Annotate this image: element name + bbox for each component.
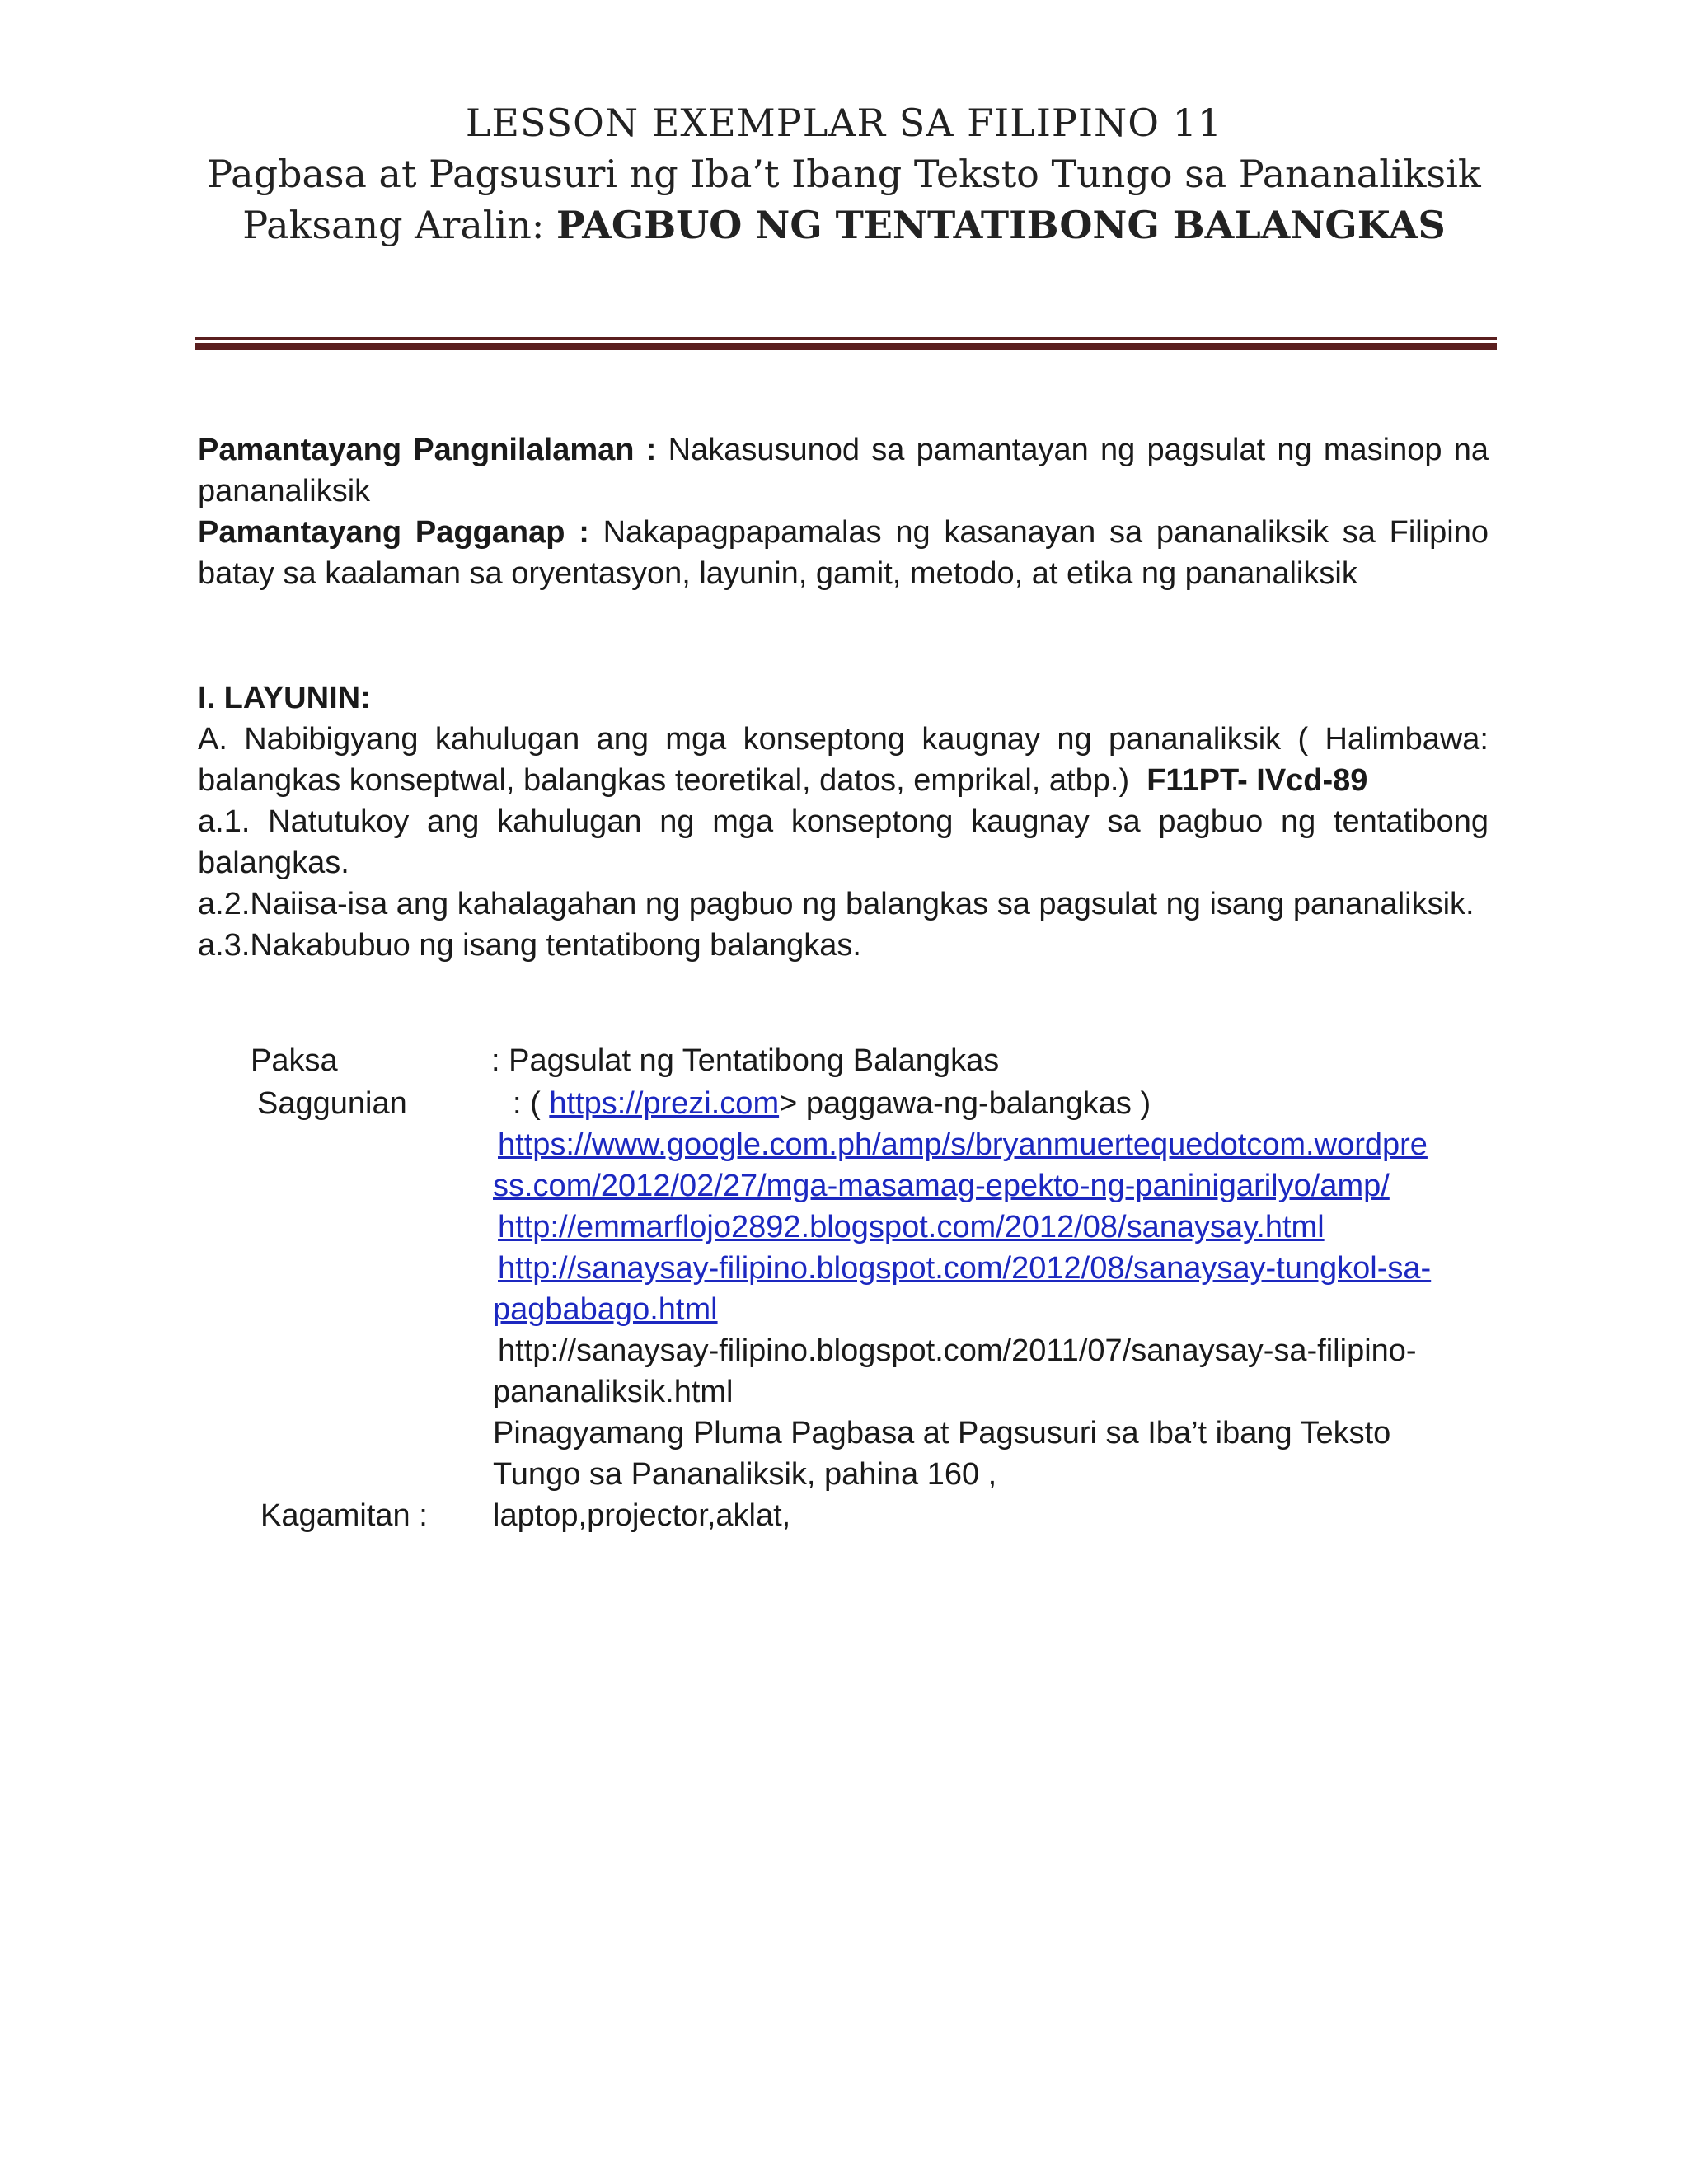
reference-6-line-1: Pinagyamang Pluma Pagbasa at Pagsusuri sa Iba’t ibang Teksto <box>493 1416 1391 1451</box>
reference-2-link-b[interactable]: ss.com/2012/02/27/mga-masamag-epekto-ng-paninigarilyo/amp/ <box>493 1169 1390 1203</box>
objectives-section <box>198 677 1489 966</box>
content-standard-text: Nakasusunod sa pamantayan ng pagsulat ng masinop na pananaliksik <box>198 433 1489 509</box>
header-divider-thick <box>195 343 1497 350</box>
objectives-heading: I. LAYUNIN: <box>198 681 371 715</box>
header-divider-thin <box>195 337 1497 340</box>
lesson-title: LESSON EXEMPLAR SA FILIPINO 11 <box>465 101 1223 145</box>
reference-1-prefix: : ( <box>513 1086 550 1121</box>
reference-3-link[interactable]: http://emmarflojo2892.blogspot.com/2012/08/sanaysay.html <box>498 1210 1325 1244</box>
reference-2-line-1 <box>493 1124 1486 1165</box>
topic-prefix: Paksang Aralin: <box>242 203 556 247</box>
reference-4-line-1 <box>493 1248 1486 1289</box>
objective-a3: a.3.Nakabubuo ng isang tentatibong balangkas. <box>198 928 861 963</box>
reference-1 <box>493 1083 1486 1124</box>
reference-4-link-a[interactable]: http://sanaysay-filipino.blogspot.com/2012/08/sanaysay-tungkol-sa- <box>498 1251 1432 1286</box>
sanggunian-label: Saggunian <box>257 1086 407 1121</box>
standards-section <box>198 429 1489 594</box>
paksa-label: Paksa <box>251 1043 338 1078</box>
topic-title <box>0 199 1688 251</box>
objective-a-text: A. Nabibigyang kahulugan ang mga konseptong kaugnay ng pananaliksik ( Halimbawa: balangkas konseptwal, balangkas teoretikal, datos, emprikal, atbp.) <box>198 722 1489 798</box>
reference-4-line-2 <box>493 1289 1486 1330</box>
course-title: Pagbasa at Pagsusuri ng Iba’t Ibang Teksto Tungo sa Pananaliksik <box>207 152 1481 196</box>
content-standard <box>198 429 1489 512</box>
content-standard-label: Pamantayang Pangnilalaman : <box>198 433 657 467</box>
objective-a1: a.1. Natutukoy ang kahulugan ng mga konseptong kaugnay sa pagbuo ng tentatibong balangkas. <box>198 804 1489 880</box>
performance-standard-label: Pamantayang Pagganap : <box>198 515 589 550</box>
reference-3 <box>493 1207 1486 1248</box>
competency-code: F11PT- IVcd-89 <box>1146 763 1368 798</box>
performance-standard <box>198 512 1489 594</box>
reference-1-suffix: > paggawa-ng-balangkas ) <box>779 1086 1151 1121</box>
topic-name: PAGBUO NG TENTATIBONG BALANGKAS <box>556 203 1446 247</box>
objective-a <box>198 719 1489 801</box>
paksa-value: : Pagsulat ng Tentatibong Balangkas <box>491 1043 1000 1078</box>
performance-standard-text: Nakapagpapamalas ng kasanayan sa pananaliksik sa Filipino batay sa kaalaman sa oryentasyon, layunin, gamit, metodo, at etika ng pananaliksik <box>198 515 1489 591</box>
objective-a2: a.2.Naiisa-isa ang kahalagahan ng pagbuo ng balangkas sa pagsulat ng isang pananaliksik. <box>198 887 1475 921</box>
document-header <box>0 97 1688 251</box>
kagamitan-label: Kagamitan : <box>260 1498 428 1533</box>
reference-2-line-2 <box>493 1165 1486 1207</box>
reference-5-line-2: pananaliksik.html <box>493 1375 734 1409</box>
references-list <box>493 1083 1486 1495</box>
reference-5-line-1: http://sanaysay-filipino.blogspot.com/2011/07/sanaysay-sa-filipino- <box>498 1333 1417 1368</box>
reference-2-link-a[interactable]: https://www.google.com.ph/amp/s/bryanmuertequedotcom.wordpre <box>498 1127 1428 1162</box>
reference-4-link-b[interactable]: pagbabago.html <box>493 1292 718 1327</box>
reference-6-line-2: Tungo sa Pananaliksik, pahina 160 , <box>493 1457 997 1492</box>
reference-1-link[interactable]: https://prezi.com <box>549 1086 780 1121</box>
kagamitan-value: laptop,projector,aklat, <box>493 1498 791 1533</box>
